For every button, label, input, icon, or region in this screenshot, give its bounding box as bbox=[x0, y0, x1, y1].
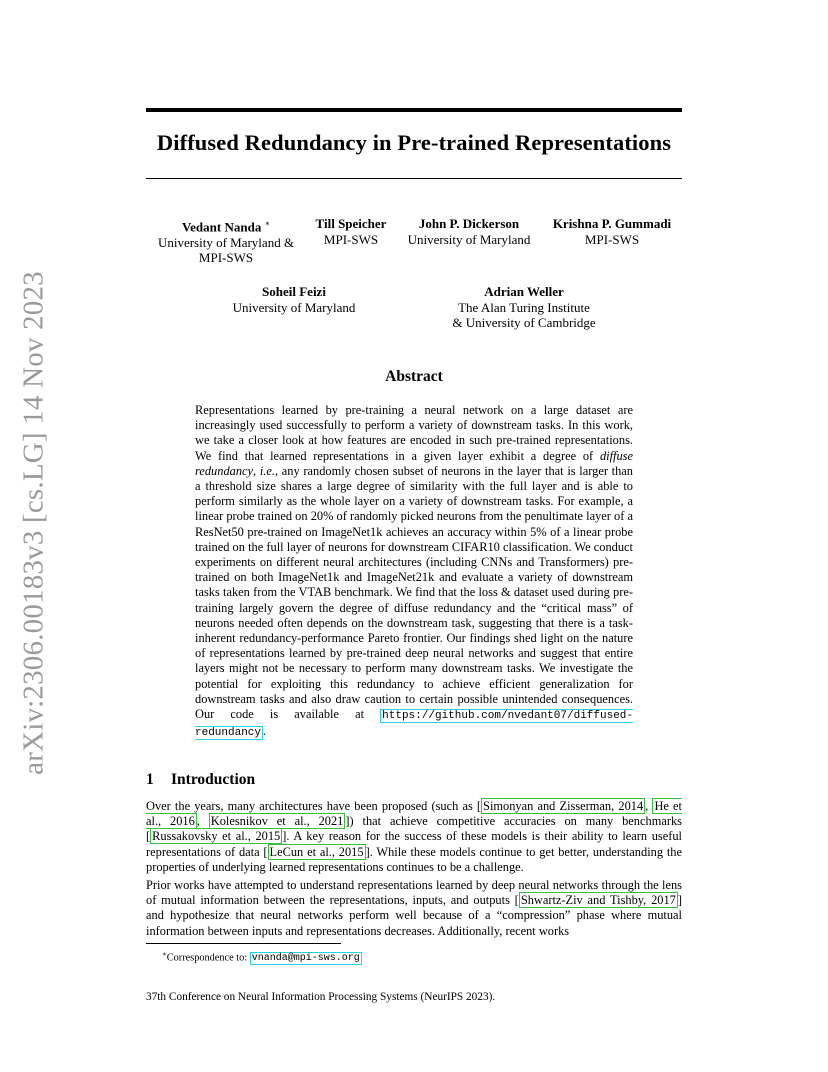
author-block bbox=[430, 284, 618, 331]
intro-paragraph bbox=[146, 799, 682, 875]
abstract-segment: Representations learned by pre-training a neural network on a large dataset are increasingly used successfully to perform a variety of downstream tasks. In this work, we take a closer look at how features are encoded in such pre-trained representations. We find that learned representations in a given layer exhibit a degree of bbox=[195, 403, 633, 463]
author-affiliation: MPI-SWS bbox=[584, 231, 640, 247]
text-segment: ] and hypothesize that neural networks perform well because of a “compression” phase where mutual information between inputs and representations decreases. Additionally, recent works bbox=[146, 893, 682, 938]
text-segment: , bbox=[196, 814, 209, 829]
author-name: John P. Dickerson bbox=[418, 216, 520, 231]
citation-link[interactable]: Kolesnikov et al., 2021 bbox=[210, 814, 344, 829]
abstract-heading: Abstract bbox=[385, 368, 443, 385]
title-bottom-rule bbox=[146, 178, 682, 179]
text-segment: Prior works have attempted to understand representations learned by deep neural networks through the lens of mutual information between the representations, inputs, and outputs [ bbox=[146, 878, 682, 908]
section-heading bbox=[146, 771, 255, 789]
footnote bbox=[162, 950, 362, 964]
author-name: Vedant Nanda bbox=[181, 219, 262, 235]
author-block bbox=[400, 216, 538, 247]
text-segment: Over the years, many architectures have been proposed (such as [ bbox=[146, 799, 482, 813]
text-segment: , bbox=[645, 799, 653, 813]
abstract-segment: . bbox=[263, 724, 267, 739]
code-repo-link[interactable]: https://github.com/nvedant07/diffused-redundancy bbox=[195, 710, 633, 740]
author-affiliation: & University of Cambridge bbox=[452, 315, 596, 330]
citation-link[interactable]: LeCun et al., 2015 bbox=[269, 844, 364, 859]
author-name: Krishna P. Gummadi bbox=[552, 216, 672, 231]
section-title: Introduction bbox=[171, 771, 256, 788]
abstract-segment: , bbox=[253, 463, 260, 478]
title-top-rule bbox=[146, 108, 682, 112]
author-name: Adrian Weller bbox=[484, 284, 564, 299]
author-affiliation: University of Maryland bbox=[232, 299, 356, 315]
author-affiliation: The Alan Turing Institute bbox=[458, 299, 590, 315]
author-name: Till Speicher bbox=[315, 216, 387, 231]
author-affiliation: University of Maryland bbox=[407, 231, 531, 247]
footnote-rule bbox=[146, 943, 341, 944]
author-affiliation: University of Maryland & bbox=[157, 234, 295, 250]
section-number: 1 bbox=[146, 771, 154, 788]
arxiv-id: arXiv:2306.00183v3 [cs.LG] 14 Nov 2023 bbox=[17, 270, 50, 775]
abstract-emphasis: i.e. bbox=[259, 463, 275, 478]
citation-link[interactable]: Russakovsky et al., 2015 bbox=[152, 829, 281, 844]
text-segment: ]) that achieve competitive accuracies on many benchmarks [ bbox=[146, 814, 682, 844]
author-name: Soheil Feizi bbox=[262, 284, 326, 299]
abstract-text bbox=[195, 403, 633, 741]
paper-title: Diffused Redundancy in Pre-trained Representations bbox=[156, 130, 672, 155]
citation-link[interactable]: Simonyan and Zisserman, 2014 bbox=[483, 799, 644, 813]
footnote-mark: ∗ bbox=[162, 950, 167, 958]
abstract-segment: , any randomly chosen subset of neurons in the layer that is larger than a threshold size shares a large degree of similarity with the full layer and is able to perform similarly as the whole layer on a variety of downstream tasks. For example, a linear probe trained on 20% of randomly picked neurons from the penultimate layer of a ResNet50 pre-trained on ImageNet1k achieves an accuracy within 5% of a linear probe trained on the full layer of neurons for downstream CIFAR10 classification. We conduct experiments on different neural architectures (including CNNs and Transformers) pre-trained on both ImageNet1k and ImageNet21k and evaluate a variety of downstream tasks taken from the VTAB benchmark. We find that the loss & dataset used during pre-training largely govern the degree of diffuse redundancy and the “critical mass” of neurons needed often depends on the downstream task, suggesting that there is a task-inherent redundancy-performance Pareto frontier. Our findings shed light on the nature of representations learned by pre-trained deep neural networks and suggest that entire layers might not be necessary to perform many downstream tasks. We investigate the potential for exploiting this redundancy to achieve efficient generalization for downstream tasks and also draw caution to certain possible unintended consequences. Our code is available at bbox=[195, 463, 633, 722]
arxiv-sidebar-stamp bbox=[16, 270, 52, 775]
text-segment: ]. A key reason for the success of these models is their ability to learn useful representations of data [ bbox=[146, 829, 682, 859]
author-affiliation: MPI-SWS bbox=[198, 250, 254, 266]
author-footnote-mark: ∗ bbox=[264, 219, 271, 228]
citation-link[interactable]: Shwartz-Ziv and Tishby, 2017 bbox=[520, 893, 676, 908]
author-affiliation: MPI-SWS bbox=[323, 231, 379, 247]
author-block bbox=[304, 216, 398, 247]
intro-paragraph bbox=[146, 878, 682, 939]
citation-link[interactable]: He et al., 2016 bbox=[146, 799, 682, 829]
email-link[interactable]: vnanda@mpi-sws.org bbox=[251, 953, 360, 965]
footnote-text: Correspondence to: bbox=[166, 952, 250, 964]
abstract-emphasis: diffuse redundancy bbox=[195, 448, 633, 478]
author-block bbox=[542, 216, 682, 247]
author-block bbox=[150, 216, 302, 266]
author-block bbox=[214, 284, 374, 315]
text-segment: ]. While these models continue to get better, understanding the properties of underlying learned representations continues to be a challenge. bbox=[146, 844, 682, 874]
venue-note: 37th Conference on Neural Information Processing Systems (NeurIPS 2023). bbox=[146, 991, 496, 1003]
